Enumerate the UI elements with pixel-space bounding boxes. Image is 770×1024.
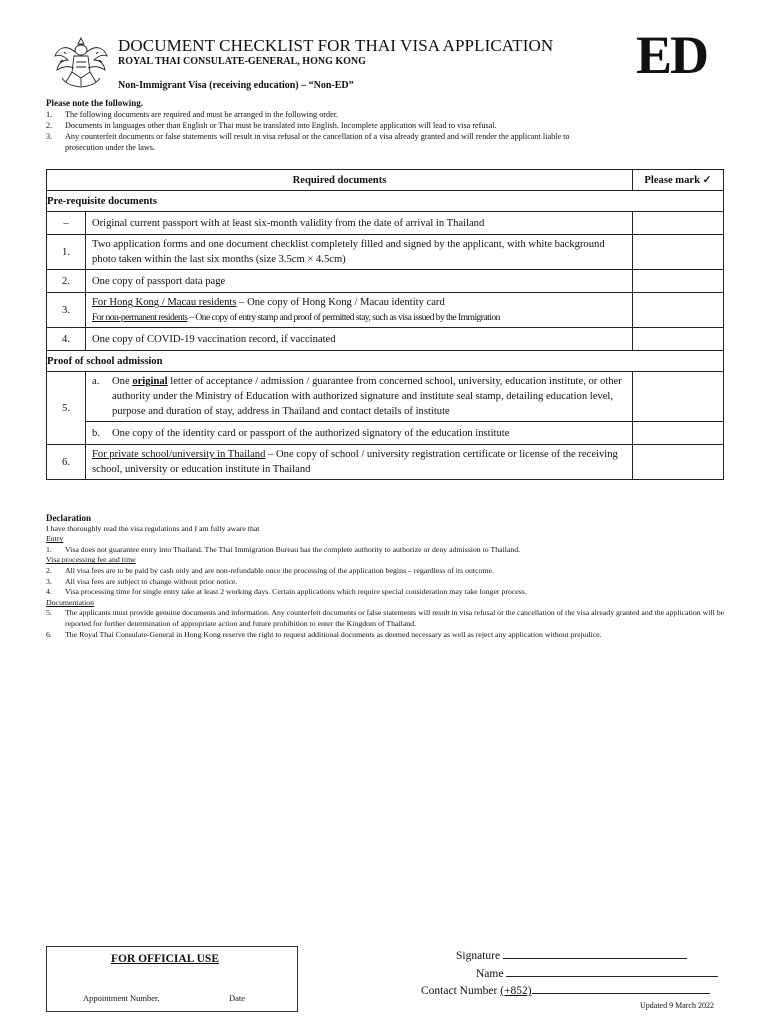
row-text — [86, 293, 633, 328]
list-item-number: 6. — [46, 629, 52, 639]
checkbox-cell[interactable] — [633, 328, 724, 351]
contact-prefix: (+852) — [500, 985, 532, 997]
subheading-documentation: Documentation — [46, 597, 95, 607]
item-b-text: One copy of the identity card or passport of the authorized signatory of the education institute — [112, 427, 510, 439]
checkbox-cell[interactable] — [633, 270, 724, 293]
table-row — [47, 212, 724, 235]
header-please-mark: Please mark ✓ — [633, 170, 724, 191]
list-item-number: 1. — [46, 544, 52, 554]
row-number: 2. — [47, 270, 86, 293]
list-item-text: The applicants must provide genuine documents and information. Any counterfeit documents or false statements will result in visa refusal or the cancellation of the visa already granted and the application will be reported for further determination of appropriate action and future prohibition to enter the Kingdom of Thailand. — [65, 608, 725, 628]
private-school-text: – One copy of school / university registration certificate or license of the receiving school, university or education institute in Thailand — [92, 449, 618, 475]
section-title: Pre-requisite documents — [47, 191, 724, 212]
list-item-text: The following documents are required and must be arranged in the following order. — [65, 110, 339, 119]
checkbox-cell[interactable] — [633, 212, 724, 235]
visa-code: ED — [636, 25, 708, 85]
list-item-text: All visa fees are to be paid by cash only and are non-refundable once the processing of the application begins – regardless of its outcome. — [65, 565, 494, 575]
table-row — [47, 445, 724, 480]
list-item — [46, 587, 726, 598]
list-item — [46, 630, 726, 641]
row-number: 3. — [47, 293, 86, 328]
name-line — [476, 966, 718, 980]
item-a-bold: original — [132, 376, 168, 387]
list-item-number: 5. — [46, 608, 52, 618]
contact-number-label: Contact Number — [421, 985, 498, 997]
list-item — [46, 608, 726, 629]
contact-number-field[interactable] — [532, 983, 710, 994]
table-row — [47, 372, 724, 422]
list-item-number: 2. — [46, 121, 53, 130]
row-number: – — [47, 212, 86, 235]
non-permanent-text: – One copy of entry stamp and proof of permitted stay, such as visa issued by the Immigration — [187, 312, 500, 323]
list-item — [46, 566, 726, 577]
list-item — [46, 109, 736, 120]
notes-heading: Please note the following. — [46, 98, 143, 108]
table-header-row — [47, 170, 724, 191]
list-item — [46, 120, 736, 131]
list-item-number: 3. — [46, 576, 52, 586]
list-item — [46, 131, 736, 153]
official-use-title: FOR OFFICIAL USE — [111, 953, 219, 965]
checkbox-cell[interactable] — [633, 445, 724, 480]
list-item-number: 2. — [46, 565, 52, 575]
date-label: Date — [229, 993, 246, 1003]
row-text — [86, 445, 633, 480]
consulate-subtitle: ROYAL THAI CONSULATE-GENERAL, HONG KONG — [118, 56, 366, 67]
list-item-number: 3. — [46, 132, 53, 141]
item-letter: a. — [92, 376, 100, 387]
list-item-number: 1. — [46, 110, 53, 119]
private-school-label: For private school/university in Thailand — [92, 449, 266, 460]
notes-list — [46, 109, 736, 153]
non-permanent-label: For non-permanent residents — [92, 312, 188, 323]
signature-label: Signature — [456, 950, 501, 962]
item-letter: b. — [92, 427, 100, 439]
list-item — [46, 545, 726, 556]
row-text — [86, 422, 633, 445]
table-row — [47, 270, 724, 293]
declaration-intro: I have thoroughly read the visa regulations and I am fully aware that — [46, 523, 260, 533]
list-item-text: All visa fees are subject to change without prior notice. — [65, 576, 238, 586]
table-row — [47, 293, 724, 328]
checkbox-cell[interactable] — [633, 293, 724, 328]
required-documents-table — [46, 169, 724, 480]
checkbox-cell[interactable] — [633, 372, 724, 422]
row-text: Two application forms and one document checklist completely filled and signed by the applicant, with white background photo taken within the last six months (size 3.5cm × 4.5cm) — [86, 235, 633, 270]
section-title: Proof of school admission — [47, 351, 724, 372]
declaration-heading: Declaration — [46, 513, 91, 523]
table-row — [47, 328, 724, 351]
row-number: 4. — [47, 328, 86, 351]
item-a-text: letter of acceptance / admission / guarantee from concerned school, university, education institute, or other authority under the Ministry of Education with authorized signature and institute seal stamp, detailing education level, purpose and duration of stay, address in Thailand and contact details of institute — [112, 376, 622, 417]
item-a-prefix: One — [112, 376, 133, 387]
list-item — [46, 577, 726, 588]
declaration-section — [46, 513, 726, 640]
appointment-number-label: Appointment Number. — [83, 993, 160, 1003]
list-item-text: Visa processing time for single entry take at least 2 working days. Certain applications which require special consideration may take longer process. — [65, 587, 527, 597]
contact-line — [421, 983, 710, 997]
list-item-text: The Royal Thai Consulate-General in Hong Kong reserve the right to request additional documents as deemed necessary as well as reject any application without prejudice. — [65, 629, 602, 639]
row-number: 5. — [47, 372, 86, 445]
hk-residents-text: – One copy of Hong Kong / Macau identity card — [236, 297, 445, 308]
checkbox-cell[interactable] — [633, 422, 724, 445]
row-text: One copy of passport data page — [86, 270, 633, 293]
signature-line — [456, 948, 687, 962]
list-item-text: Documents in languages other than English or Thai must be translated into English. Incomplete application will lead to visa refusal. — [65, 121, 497, 130]
table-row — [47, 235, 724, 270]
section-row-prerequisite — [47, 191, 724, 212]
row-text — [86, 372, 633, 422]
table-row — [47, 422, 724, 445]
signature-field[interactable] — [503, 948, 687, 959]
visa-type: Non-Immigrant Visa (receiving education) – “Non-ED” — [118, 80, 354, 91]
notes-section — [46, 98, 736, 153]
list-item-text: Visa does not guarantee entry into Thailand. The Thai Immigration Bureau has the complete authority to authorize or deny admission to Thailand. — [65, 544, 521, 554]
name-label: Name — [476, 968, 504, 980]
official-use-box — [46, 946, 298, 1012]
row-number: 1. — [47, 235, 86, 270]
garuda-emblem-icon — [52, 34, 110, 90]
subheading-fee: Visa processing fee and time — [46, 555, 136, 565]
row-number: 6. — [47, 445, 86, 480]
hk-residents-label: For Hong Kong / Macau residents — [92, 297, 237, 308]
row-text: Original current passport with at least six-month validity from the date of arrival in Thailand — [86, 212, 633, 235]
subheading-entry: Entry — [46, 534, 64, 544]
header-required-documents: Required documents — [47, 170, 633, 191]
updated-date: Updated 9 March 2022 — [640, 1001, 714, 1010]
name-field[interactable] — [506, 966, 718, 977]
checkbox-cell[interactable] — [633, 235, 724, 270]
list-item-number: 4. — [46, 587, 52, 597]
list-item-text: Any counterfeit documents or false statements will result in visa refusal or the cancellation of a visa already granted and will render the applicant liable to prosecution under the laws. — [65, 132, 570, 152]
page-title: DOCUMENT CHECKLIST FOR THAI VISA APPLICATION — [118, 36, 554, 55]
section-row-school-admission — [47, 351, 724, 372]
row-text: One copy of COVID-19 vaccination record, if vaccinated — [86, 328, 633, 351]
